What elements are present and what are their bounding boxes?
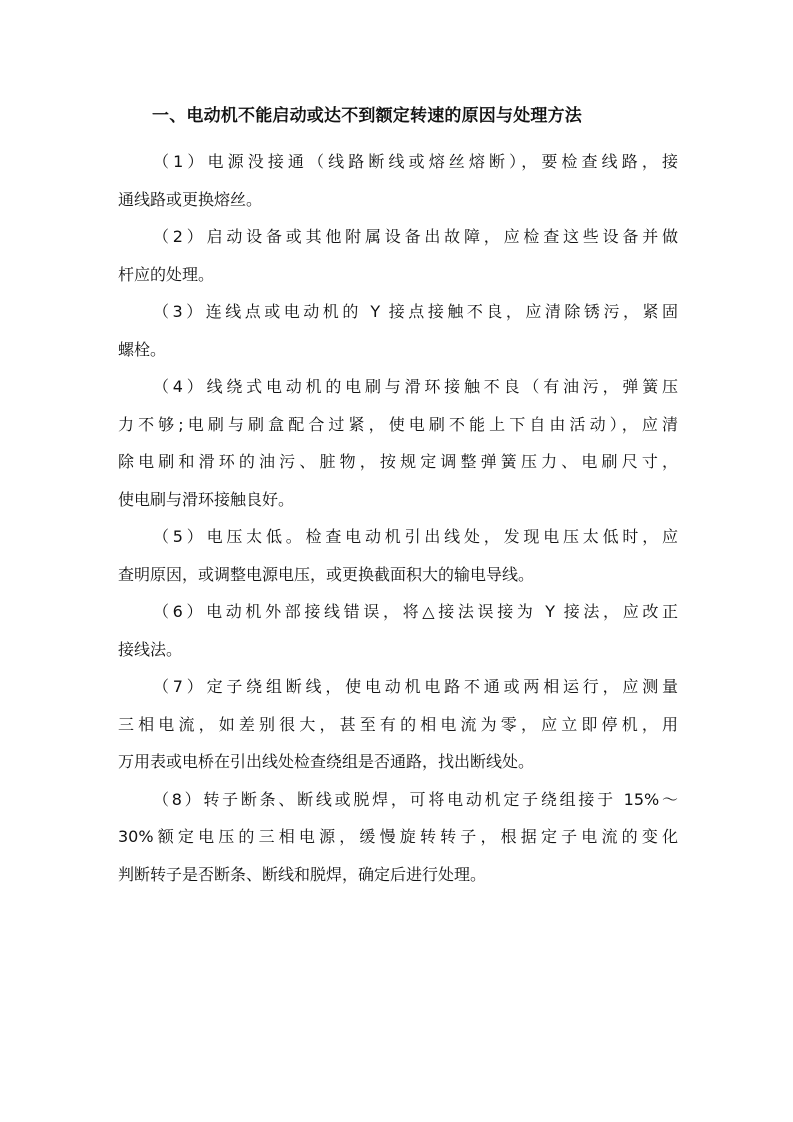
paragraph-line: 查明原因，或调整电源电压，或更换截面积大的输电导线。 bbox=[118, 564, 535, 584]
paragraph-line: （7）定子绕组断线，使电动机电路不通或两相运行，应测量 bbox=[153, 677, 678, 696]
paragraph-line: （2）启动设备或其他附属设备出故障，应检查这些设备并做 bbox=[153, 227, 678, 246]
paragraph-line: （5）电压太低。检查电动机引出线处，发现电压太低时，应 bbox=[153, 527, 678, 546]
paragraph-1 bbox=[118, 143, 678, 218]
paragraph-line: 力不够;电刷与刷盒配合过紧，使电刷不能上下自由活动），应清 bbox=[118, 414, 678, 434]
paragraph-line: （4）线绕式电动机的电刷与滑环接触不良（有油污，弹簧压 bbox=[153, 377, 678, 396]
paragraph-line: 30%额定电压的三相电源，缓慢旋转转子，根据定子电流的变化 bbox=[118, 827, 678, 846]
paragraph-7 bbox=[118, 668, 678, 781]
paragraph-line: 接线法。 bbox=[118, 639, 183, 659]
paragraph-6 bbox=[118, 593, 678, 668]
paragraph-line: 通线路或更换熔丝。 bbox=[118, 189, 263, 209]
paragraph-8 bbox=[118, 781, 678, 894]
paragraph-line: （3）连线点或电动机的 Y 接点接触不良，应清除锈污，紧固 bbox=[153, 302, 678, 321]
document-body bbox=[118, 143, 678, 893]
document-title: 一、电动机不能启动或达不到额定转速的原因与处理方法 bbox=[152, 106, 582, 126]
paragraph-3 bbox=[118, 293, 678, 368]
paragraph-line: 杆应的处理。 bbox=[118, 264, 215, 284]
paragraph-line: 判断转子是否断条、断线和脱焊，确定后进行处理。 bbox=[118, 864, 487, 884]
paragraph-4 bbox=[118, 368, 678, 518]
paragraph-2 bbox=[118, 218, 678, 293]
paragraph-line: （1）电源没接通（线路断线或熔丝熔断），要检查线路，接 bbox=[153, 152, 678, 171]
paragraph-line: 螺栓。 bbox=[118, 339, 167, 359]
paragraph-line: 除电刷和滑环的油污、脏物，按规定调整弹簧压力、电刷尺寸， bbox=[118, 452, 678, 471]
paragraph-line: 三相电流，如差别很大，甚至有的相电流为零，应立即停机，用 bbox=[118, 714, 678, 734]
paragraph-5 bbox=[118, 518, 678, 593]
paragraph-line: 使电刷与滑环接触良好。 bbox=[118, 489, 295, 509]
paragraph-line: 万用表或电桥在引出线处检查绕组是否通路，找出断线处。 bbox=[118, 752, 535, 771]
paragraph-line: （8）转子断条、断线或脱焊，可将电动机定子绕组接于 15%～ bbox=[153, 789, 678, 809]
paragraph-line: （6）电动机外部接线错误，将△接法误接为 Y 接法，应改正 bbox=[153, 602, 678, 621]
